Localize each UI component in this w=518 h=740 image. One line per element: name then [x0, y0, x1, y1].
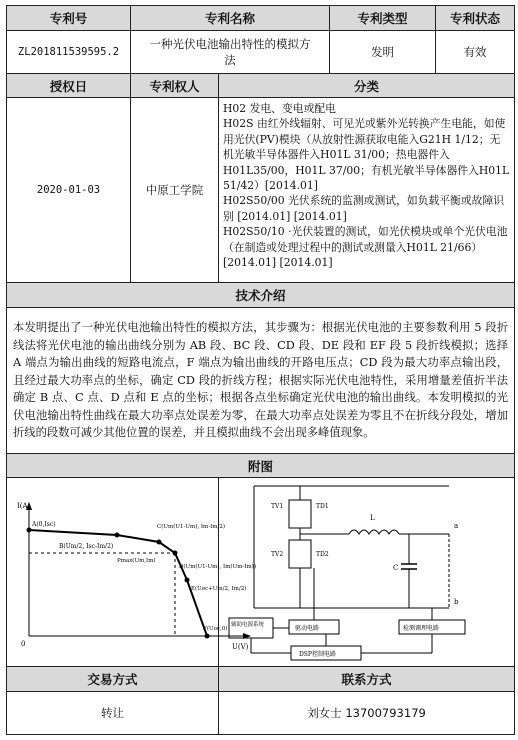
header-patentee: 专利权人	[131, 74, 219, 98]
driver-label: 驱动电路	[295, 625, 320, 632]
classification-item: H02 发电、变电或配电	[223, 102, 336, 115]
patent-status: 有效	[436, 31, 515, 74]
classification-item: H02S 由红外线辐射、可见光或紫外光转换产生电能，如使用光伏(PV)模块（从放射性源获取电能入G21H 1/12；无机光敏半导体器件入H01L 31/00；热电器件入H01L35/00，H01L 37/00；有机光敏半导体器件入H01L 51/42）[2014.01]	[223, 117, 510, 193]
point-a-marker	[27, 528, 32, 533]
header-classification: 分类	[219, 74, 515, 98]
aux-power-label: 辅助电源系统	[231, 622, 265, 628]
point-f-label: F(Uoc,0)	[203, 626, 228, 632]
y-axis-label: I(A)	[17, 502, 31, 510]
header-tech-intro: 技术介绍	[7, 283, 515, 308]
detect-label: 检测调理电路	[403, 625, 440, 632]
tv2-switch	[289, 540, 311, 568]
classification-item: H02S50/00 光伏系统的监测或测试，如负载平衡或故障识别 [2014.01] [2014.01]	[223, 194, 505, 223]
dsp-label: DSP控制电路	[299, 651, 336, 658]
patent-type: 发明	[330, 31, 436, 74]
node-b-label: b	[454, 598, 459, 606]
point-d-label: D(Um(U1-Um), Im(Um-Im))	[179, 564, 256, 570]
trade-method: 转让	[7, 692, 219, 735]
header-patent-no: 专利号	[7, 6, 131, 31]
point-b-label: B(Um/2, Isc-Im/2)	[59, 543, 114, 550]
grant-date: 2020-01-03	[7, 98, 131, 283]
inductor-coil	[349, 530, 399, 534]
point-pmax-marker	[173, 551, 178, 556]
point-e-label: E(Uoc+Um/2, Im/2)	[191, 586, 247, 592]
point-a-label: A(0,Isc)	[32, 521, 56, 528]
point-pmax-label: Pmax(Um,Im)	[117, 558, 156, 564]
point-e-marker	[185, 578, 190, 583]
circuit-diagram	[219, 478, 513, 662]
tv1-label: TV1	[271, 503, 284, 510]
patent-info-table	[6, 5, 515, 735]
classification-item: H02S50/10 ·光伏装置的测试，如光伏模块或单个光伏电池（在制造或处理过程中的测试或测量入H01L 21/66）[2014.01] [2014.01]	[223, 225, 508, 270]
x-axis-label: U(V)	[232, 643, 249, 651]
figure-circuit	[219, 478, 515, 667]
header-patent-status: 专利状态	[436, 6, 515, 31]
td1-label: TD1	[316, 503, 329, 510]
capacitor-label: C	[393, 564, 399, 572]
point-b-marker	[115, 533, 120, 538]
contact-info: 刘女士 13700793179	[219, 692, 515, 735]
td2-label: TD2	[316, 551, 329, 558]
header-grant-date: 授权日	[7, 74, 131, 98]
patentee: 中原工学院	[131, 98, 219, 283]
header-trade-method: 交易方式	[7, 667, 219, 692]
origin-label: 0	[21, 640, 26, 648]
header-patent-name: 专利名称	[131, 6, 330, 31]
point-c-marker	[157, 540, 162, 545]
point-f-marker	[205, 634, 210, 639]
header-contact: 联系方式	[219, 667, 515, 692]
header-figure: 附图	[7, 454, 515, 478]
node-a-label: a	[454, 522, 459, 530]
point-c-label: C(Um(U1-Um), Im-Im/2)	[157, 524, 225, 530]
patent-name: 一种光伏电池输出特性的模拟方法	[131, 31, 330, 74]
classification-list	[219, 98, 515, 283]
iv-curve-polyline	[29, 530, 207, 636]
patent-number: ZL201811539595.2	[7, 31, 131, 74]
inductor-label: L	[370, 514, 375, 522]
header-patent-type: 专利类型	[330, 6, 436, 31]
tech-intro-text: 本发明提出了一种光伏电池输出特性的模拟方法，其步骤为：根据光伏电池的主要参数利用 5 段折线法将光伏电池的输出曲线分别为 AB 段、BC 段、CD 段、DE 段和 EF 段 5 段折线模拟；选择 A 端点为输出曲线的短路电流点，F 端点为输出曲线的开路电压点；CD 段为最大功率点输出段，且经过最大功率点的坐标，确定 CD 段的折线方程；根据实际光伏电池特性，采用增量差值折半法确定 B 点、C 点、D 点和 E 点的坐标；根据各点坐标确定光伏电池的输出曲线。本发明模拟的光伏电池输出特性曲线在最大功率点处误差为零，在最大功率点处误差为零且不在折线分段处，增加折线的段数可减少其他位置的误差，并且模拟曲线不会出现多峰值现象。	[7, 308, 515, 454]
tv2-label: TV2	[271, 551, 284, 558]
aux-power-box	[229, 618, 273, 638]
tv1-switch	[289, 500, 311, 528]
